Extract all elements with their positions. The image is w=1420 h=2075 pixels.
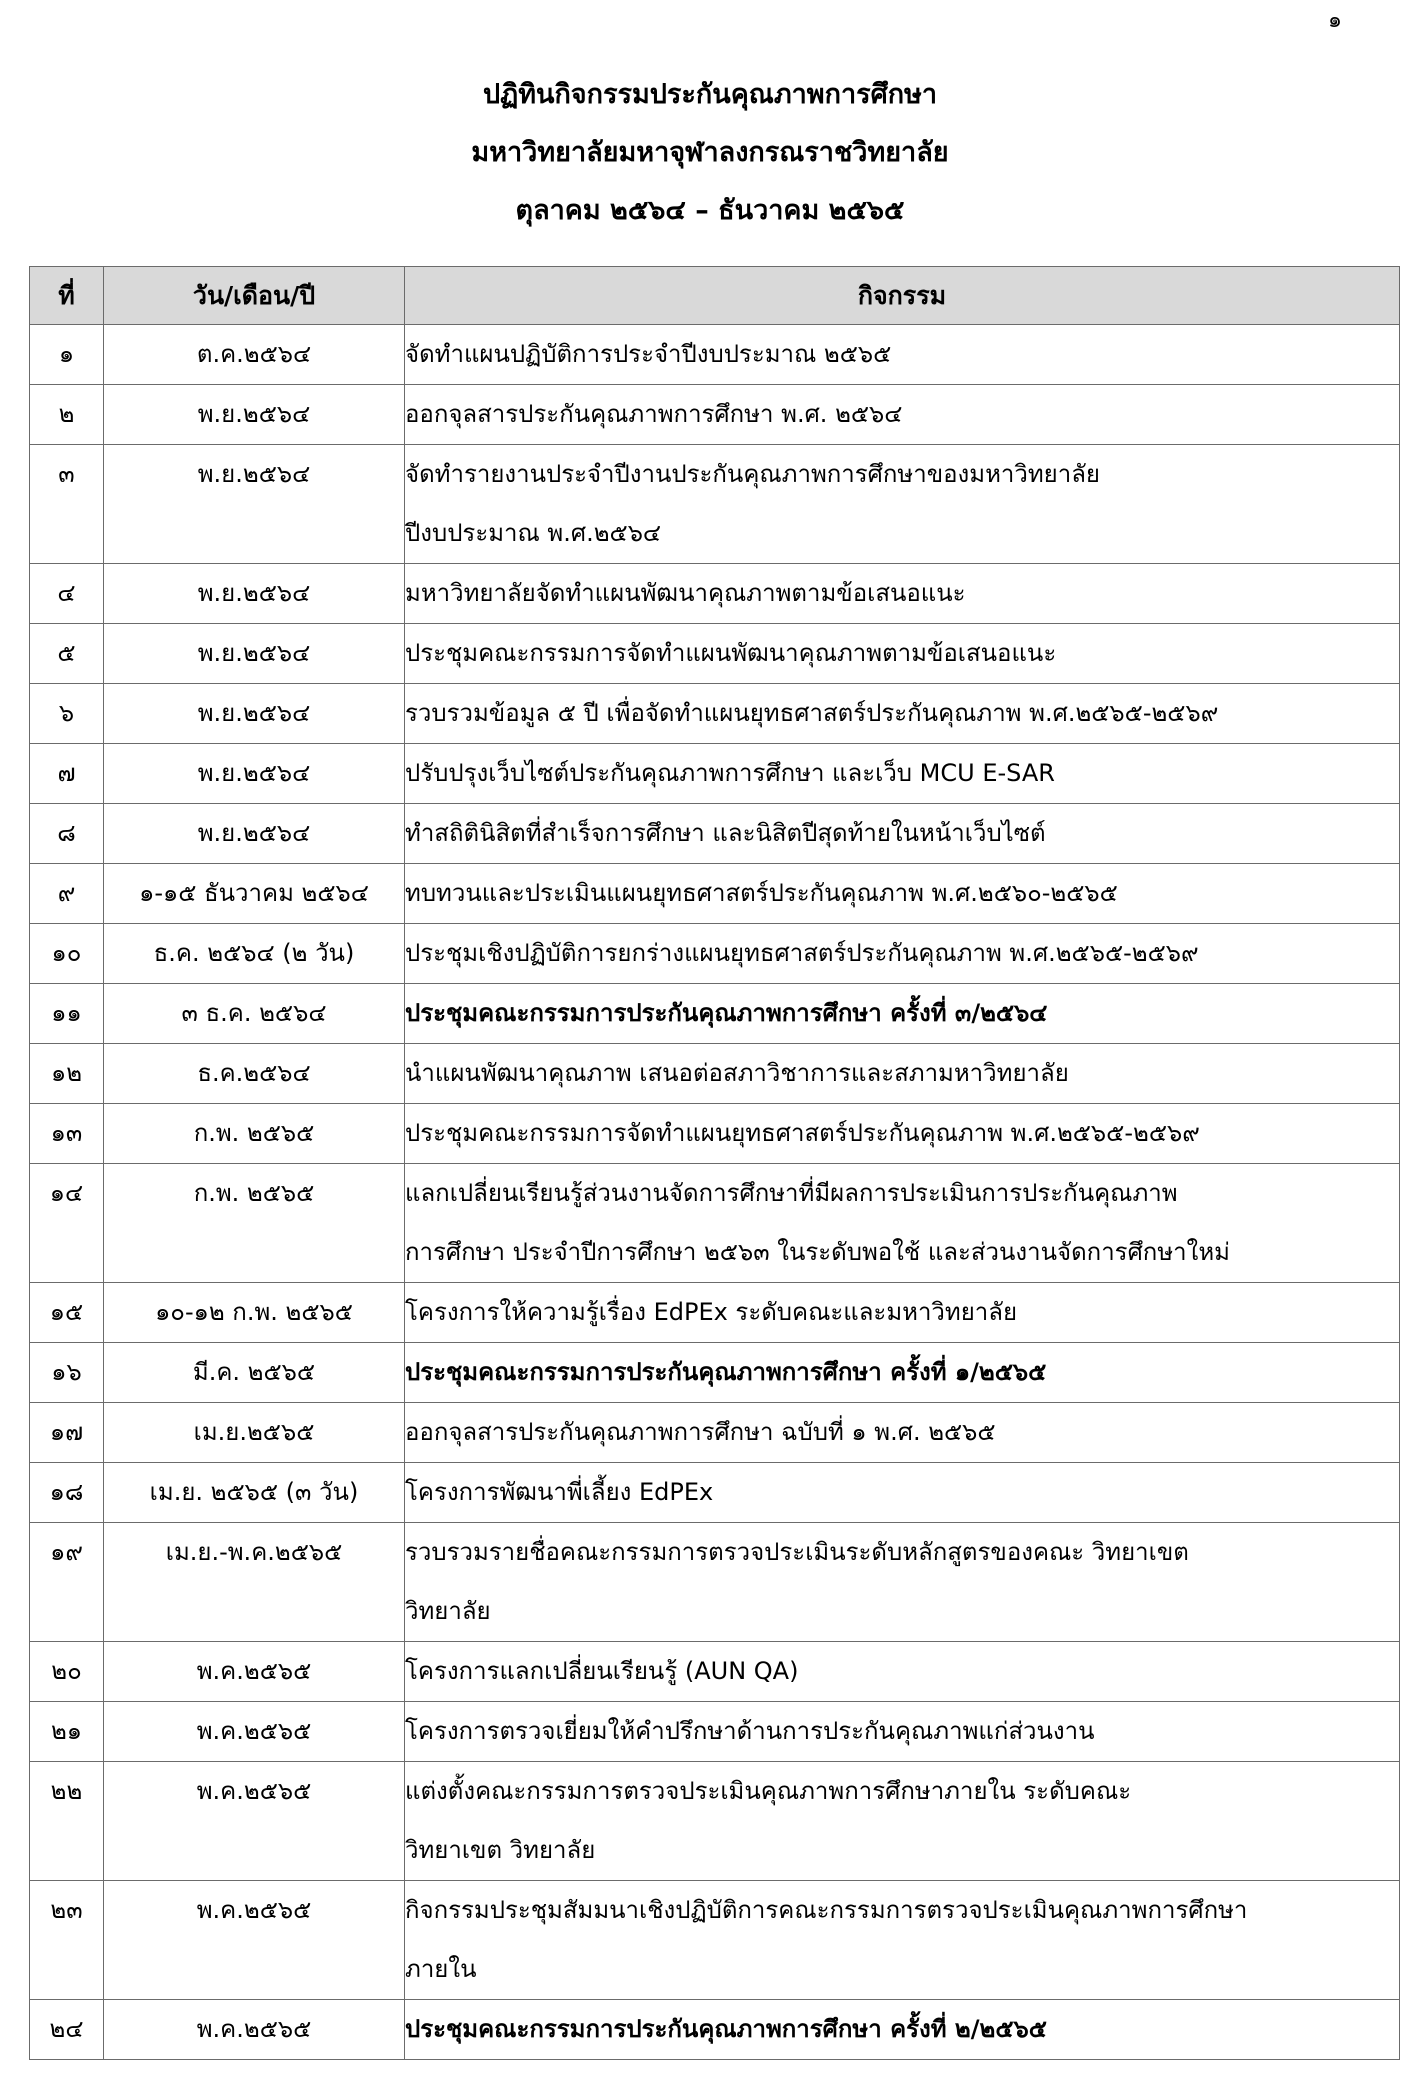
activity-line: ประชุมคณะกรรมการจัดทำแผนพัฒนาคุณภาพตามข้อเสนอแนะ (405, 639, 1057, 667)
row-number: ๑๒ (30, 1044, 104, 1104)
row-activity (405, 1283, 1400, 1343)
row-number: ๑๗ (30, 1403, 104, 1463)
row-number: ๑ (30, 325, 104, 385)
activity-line: ทำสถิตินิสิตที่สำเร็จการศึกษา และนิสิตปีสุดท้ายในหน้าเว็บไซต์ (405, 819, 1046, 847)
table-row (30, 2000, 1400, 2060)
activity-calendar-table (29, 266, 1400, 2060)
activity-line: ประชุมคณะกรรมการประกันคุณภาพการศึกษา ครั้งที่ ๑/๒๕๖๕ (405, 1358, 1047, 1386)
table-row (30, 804, 1400, 864)
activity-line: โครงการให้ความรู้เรื่อง EdPEx ระดับคณะและมหาวิทยาลัย (405, 1298, 1018, 1326)
row-activity (405, 1702, 1400, 1762)
row-date: พ.ค.๒๕๖๕ (104, 1702, 405, 1762)
header-activity: กิจกรรม (405, 267, 1400, 325)
row-number: ๒๓ (30, 1881, 104, 2000)
document-title (0, 66, 1420, 240)
activity-line: แต่งตั้งคณะกรรมการตรวจประเมินคุณภาพการศึกษาภายใน ระดับคณะ (405, 1777, 1132, 1805)
table-row (30, 1343, 1400, 1403)
row-number: ๑๙ (30, 1523, 104, 1642)
row-activity (405, 1044, 1400, 1104)
row-date: พ.ย.๒๕๖๔ (104, 804, 405, 864)
table-row (30, 984, 1400, 1044)
activity-line: ประชุมเชิงปฏิบัติการยกร่างแผนยุทธศาสตร์ประกันคุณภาพ พ.ศ.๒๕๖๕-๒๕๖๙ (405, 939, 1199, 967)
activity-line: รวบรวมข้อมูล ๕ ปี เพื่อจัดทำแผนยุทธศาสตร์ประกันคุณภาพ พ.ศ.๒๕๖๕-๒๕๖๙ (405, 699, 1219, 727)
activity-line: มหาวิทยาลัยจัดทำแผนพัฒนาคุณภาพตามข้อเสนอแนะ (405, 579, 966, 607)
row-date: ก.พ. ๒๕๖๕ (104, 1104, 405, 1164)
row-date: พ.ย.๒๕๖๔ (104, 385, 405, 445)
row-date: ต.ค.๒๕๖๔ (104, 325, 405, 385)
row-date: พ.ย.๒๕๖๔ (104, 744, 405, 804)
row-activity (405, 1403, 1400, 1463)
table-row (30, 1523, 1400, 1642)
row-number: ๗ (30, 744, 104, 804)
row-activity (405, 385, 1400, 445)
row-date: พ.ย.๒๕๖๔ (104, 564, 405, 624)
page-number: ๑ (1328, 8, 1342, 33)
row-activity (405, 924, 1400, 984)
table-header-row (30, 267, 1400, 325)
row-number: ๑๖ (30, 1343, 104, 1403)
table-row (30, 1702, 1400, 1762)
row-activity (405, 744, 1400, 804)
table-body (30, 325, 1400, 2060)
row-date: พ.ย.๒๕๖๔ (104, 684, 405, 744)
row-activity (405, 1164, 1400, 1283)
row-date: มี.ค. ๒๕๖๕ (104, 1343, 405, 1403)
row-activity (405, 1642, 1400, 1702)
row-activity (405, 1343, 1400, 1403)
row-activity (405, 684, 1400, 744)
activity-line: ภายใน (405, 1955, 477, 1983)
table-row (30, 385, 1400, 445)
activity-line: โครงการตรวจเยี่ยมให้คำปรึกษาด้านการประกันคุณภาพแก่ส่วนงาน (405, 1717, 1095, 1745)
table-row (30, 1463, 1400, 1523)
row-activity (405, 1523, 1400, 1642)
table-row (30, 564, 1400, 624)
activity-line: โครงการแลกเปลี่ยนเรียนรู้ (AUN QA) (405, 1657, 799, 1685)
row-activity (405, 564, 1400, 624)
row-activity (405, 624, 1400, 684)
activity-line: รวบรวมรายชื่อคณะกรรมการตรวจประเมินระดับหลักสูตรของคณะ วิทยาเขต (405, 1538, 1189, 1566)
row-date: เม.ย. ๒๕๖๕ (๓ วัน) (104, 1463, 405, 1523)
activity-line: แลกเปลี่ยนเรียนรู้ส่วนงานจัดการศึกษาที่มีผลการประเมินการประกันคุณภาพ (405, 1179, 1178, 1207)
table-row (30, 1642, 1400, 1702)
table-row (30, 325, 1400, 385)
table-row (30, 445, 1400, 564)
activity-line: ออกจุลสารประกันคุณภาพการศึกษา พ.ศ. ๒๕๖๔ (405, 400, 903, 428)
activity-line: ประชุมคณะกรรมการประกันคุณภาพการศึกษา ครั้งที่ ๓/๒๕๖๔ (405, 999, 1048, 1027)
table-row (30, 1881, 1400, 2000)
row-activity (405, 325, 1400, 385)
table-row (30, 924, 1400, 984)
row-activity (405, 984, 1400, 1044)
activity-line: ปีงบประมาณ พ.ศ.๒๕๖๔ (405, 519, 662, 547)
row-number: ๖ (30, 684, 104, 744)
table-row (30, 684, 1400, 744)
row-number: ๑๑ (30, 984, 104, 1044)
table-row (30, 1044, 1400, 1104)
activity-line: จัดทำแผนปฏิบัติการประจำปีงบประมาณ ๒๕๖๕ (405, 340, 892, 368)
row-number: ๒ (30, 385, 104, 445)
row-number: ๙ (30, 864, 104, 924)
row-date: พ.ค.๒๕๖๕ (104, 2000, 405, 2060)
header-date: วัน/เดือน/ปี (104, 267, 405, 325)
row-number: ๑๕ (30, 1283, 104, 1343)
row-activity (405, 804, 1400, 864)
activity-line: ปรับปรุงเว็บไซต์ประกันคุณภาพการศึกษา และเว็บ MCU E-SAR (405, 759, 1055, 787)
row-date: เม.ย.๒๕๖๕ (104, 1403, 405, 1463)
row-date: ๓ ธ.ค. ๒๕๖๔ (104, 984, 405, 1044)
activity-line: วิทยาลัย (405, 1597, 491, 1625)
row-date: พ.ย.๒๕๖๔ (104, 624, 405, 684)
activity-line: โครงการพัฒนาพี่เลี้ยง EdPEx (405, 1478, 714, 1506)
row-number: ๔ (30, 564, 104, 624)
row-number: ๑๘ (30, 1463, 104, 1523)
row-date: พ.ค.๒๕๖๕ (104, 1642, 405, 1702)
table-row (30, 1403, 1400, 1463)
row-date: ๑-๑๕ ธันวาคม ๒๕๖๔ (104, 864, 405, 924)
table-row (30, 1762, 1400, 1881)
table-row (30, 744, 1400, 804)
row-number: ๑๓ (30, 1104, 104, 1164)
row-date: ๑๐-๑๒ ก.พ. ๒๕๖๕ (104, 1283, 405, 1343)
row-date: ก.พ. ๒๕๖๕ (104, 1164, 405, 1283)
row-number: ๑๔ (30, 1164, 104, 1283)
table-row (30, 864, 1400, 924)
row-number: ๕ (30, 624, 104, 684)
table-row (30, 1164, 1400, 1283)
row-activity (405, 864, 1400, 924)
row-activity (405, 1463, 1400, 1523)
table-row (30, 1283, 1400, 1343)
row-activity (405, 445, 1400, 564)
row-date: เม.ย.-พ.ค.๒๕๖๕ (104, 1523, 405, 1642)
row-activity (405, 1762, 1400, 1881)
row-number: ๒๔ (30, 2000, 104, 2060)
title-line: ปฏิทินกิจกรรมประกันคุณภาพการศึกษา (482, 79, 938, 110)
row-number: ๒๑ (30, 1702, 104, 1762)
activity-line: ทบทวนและประเมินแผนยุทธศาสตร์ประกันคุณภาพ พ.ศ.๒๕๖๐-๒๕๖๕ (405, 879, 1118, 907)
row-number: ๓ (30, 445, 104, 564)
row-activity (405, 1881, 1400, 2000)
row-date: พ.ย.๒๕๖๔ (104, 445, 405, 564)
activity-line: จัดทำรายงานประจำปีงานประกันคุณภาพการศึกษาของมหาวิทยาลัย (405, 460, 1100, 488)
activity-line: การศึกษา ประจำปีการศึกษา ๒๕๖๓ ในระดับพอใช้ และส่วนงานจัดการศึกษาใหม่ (405, 1238, 1230, 1266)
row-number: ๒๐ (30, 1642, 104, 1702)
row-date: พ.ค.๒๕๖๕ (104, 1762, 405, 1881)
row-date: ธ.ค. ๒๕๖๔ (๒ วัน) (104, 924, 405, 984)
row-date: ธ.ค.๒๕๖๔ (104, 1044, 405, 1104)
title-line: ตุลาคม ๒๕๖๔ – ธันวาคม ๒๕๖๕ (515, 195, 905, 226)
row-activity (405, 2000, 1400, 2060)
header-no: ที่ (30, 267, 104, 325)
activity-line: ออกจุลสารประกันคุณภาพการศึกษา ฉบับที่ ๑ พ.ศ. ๒๕๖๕ (405, 1418, 996, 1446)
activity-line: วิทยาเขต วิทยาลัย (405, 1836, 596, 1864)
row-date: พ.ค.๒๕๖๕ (104, 1881, 405, 2000)
row-number: ๘ (30, 804, 104, 864)
table-row (30, 1104, 1400, 1164)
activity-line: กิจกรรมประชุมสัมมนาเชิงปฏิบัติการคณะกรรมการตรวจประเมินคุณภาพการศึกษา (405, 1896, 1248, 1924)
activity-line: ประชุมคณะกรรมการประกันคุณภาพการศึกษา ครั้งที่ ๒/๒๕๖๕ (405, 2015, 1047, 2043)
row-number: ๑๐ (30, 924, 104, 984)
title-line: มหาวิทยาลัยมหาจุฬาลงกรณราชวิทยาลัย (471, 137, 949, 168)
activity-line: นำแผนพัฒนาคุณภาพ เสนอต่อสภาวิชาการและสภามหาวิทยาลัย (405, 1059, 1069, 1087)
row-number: ๒๒ (30, 1762, 104, 1881)
row-activity (405, 1104, 1400, 1164)
activity-line: ประชุมคณะกรรมการจัดทำแผนยุทธศาสตร์ประกันคุณภาพ พ.ศ.๒๕๖๕-๒๕๖๙ (405, 1119, 1200, 1147)
table-row (30, 624, 1400, 684)
